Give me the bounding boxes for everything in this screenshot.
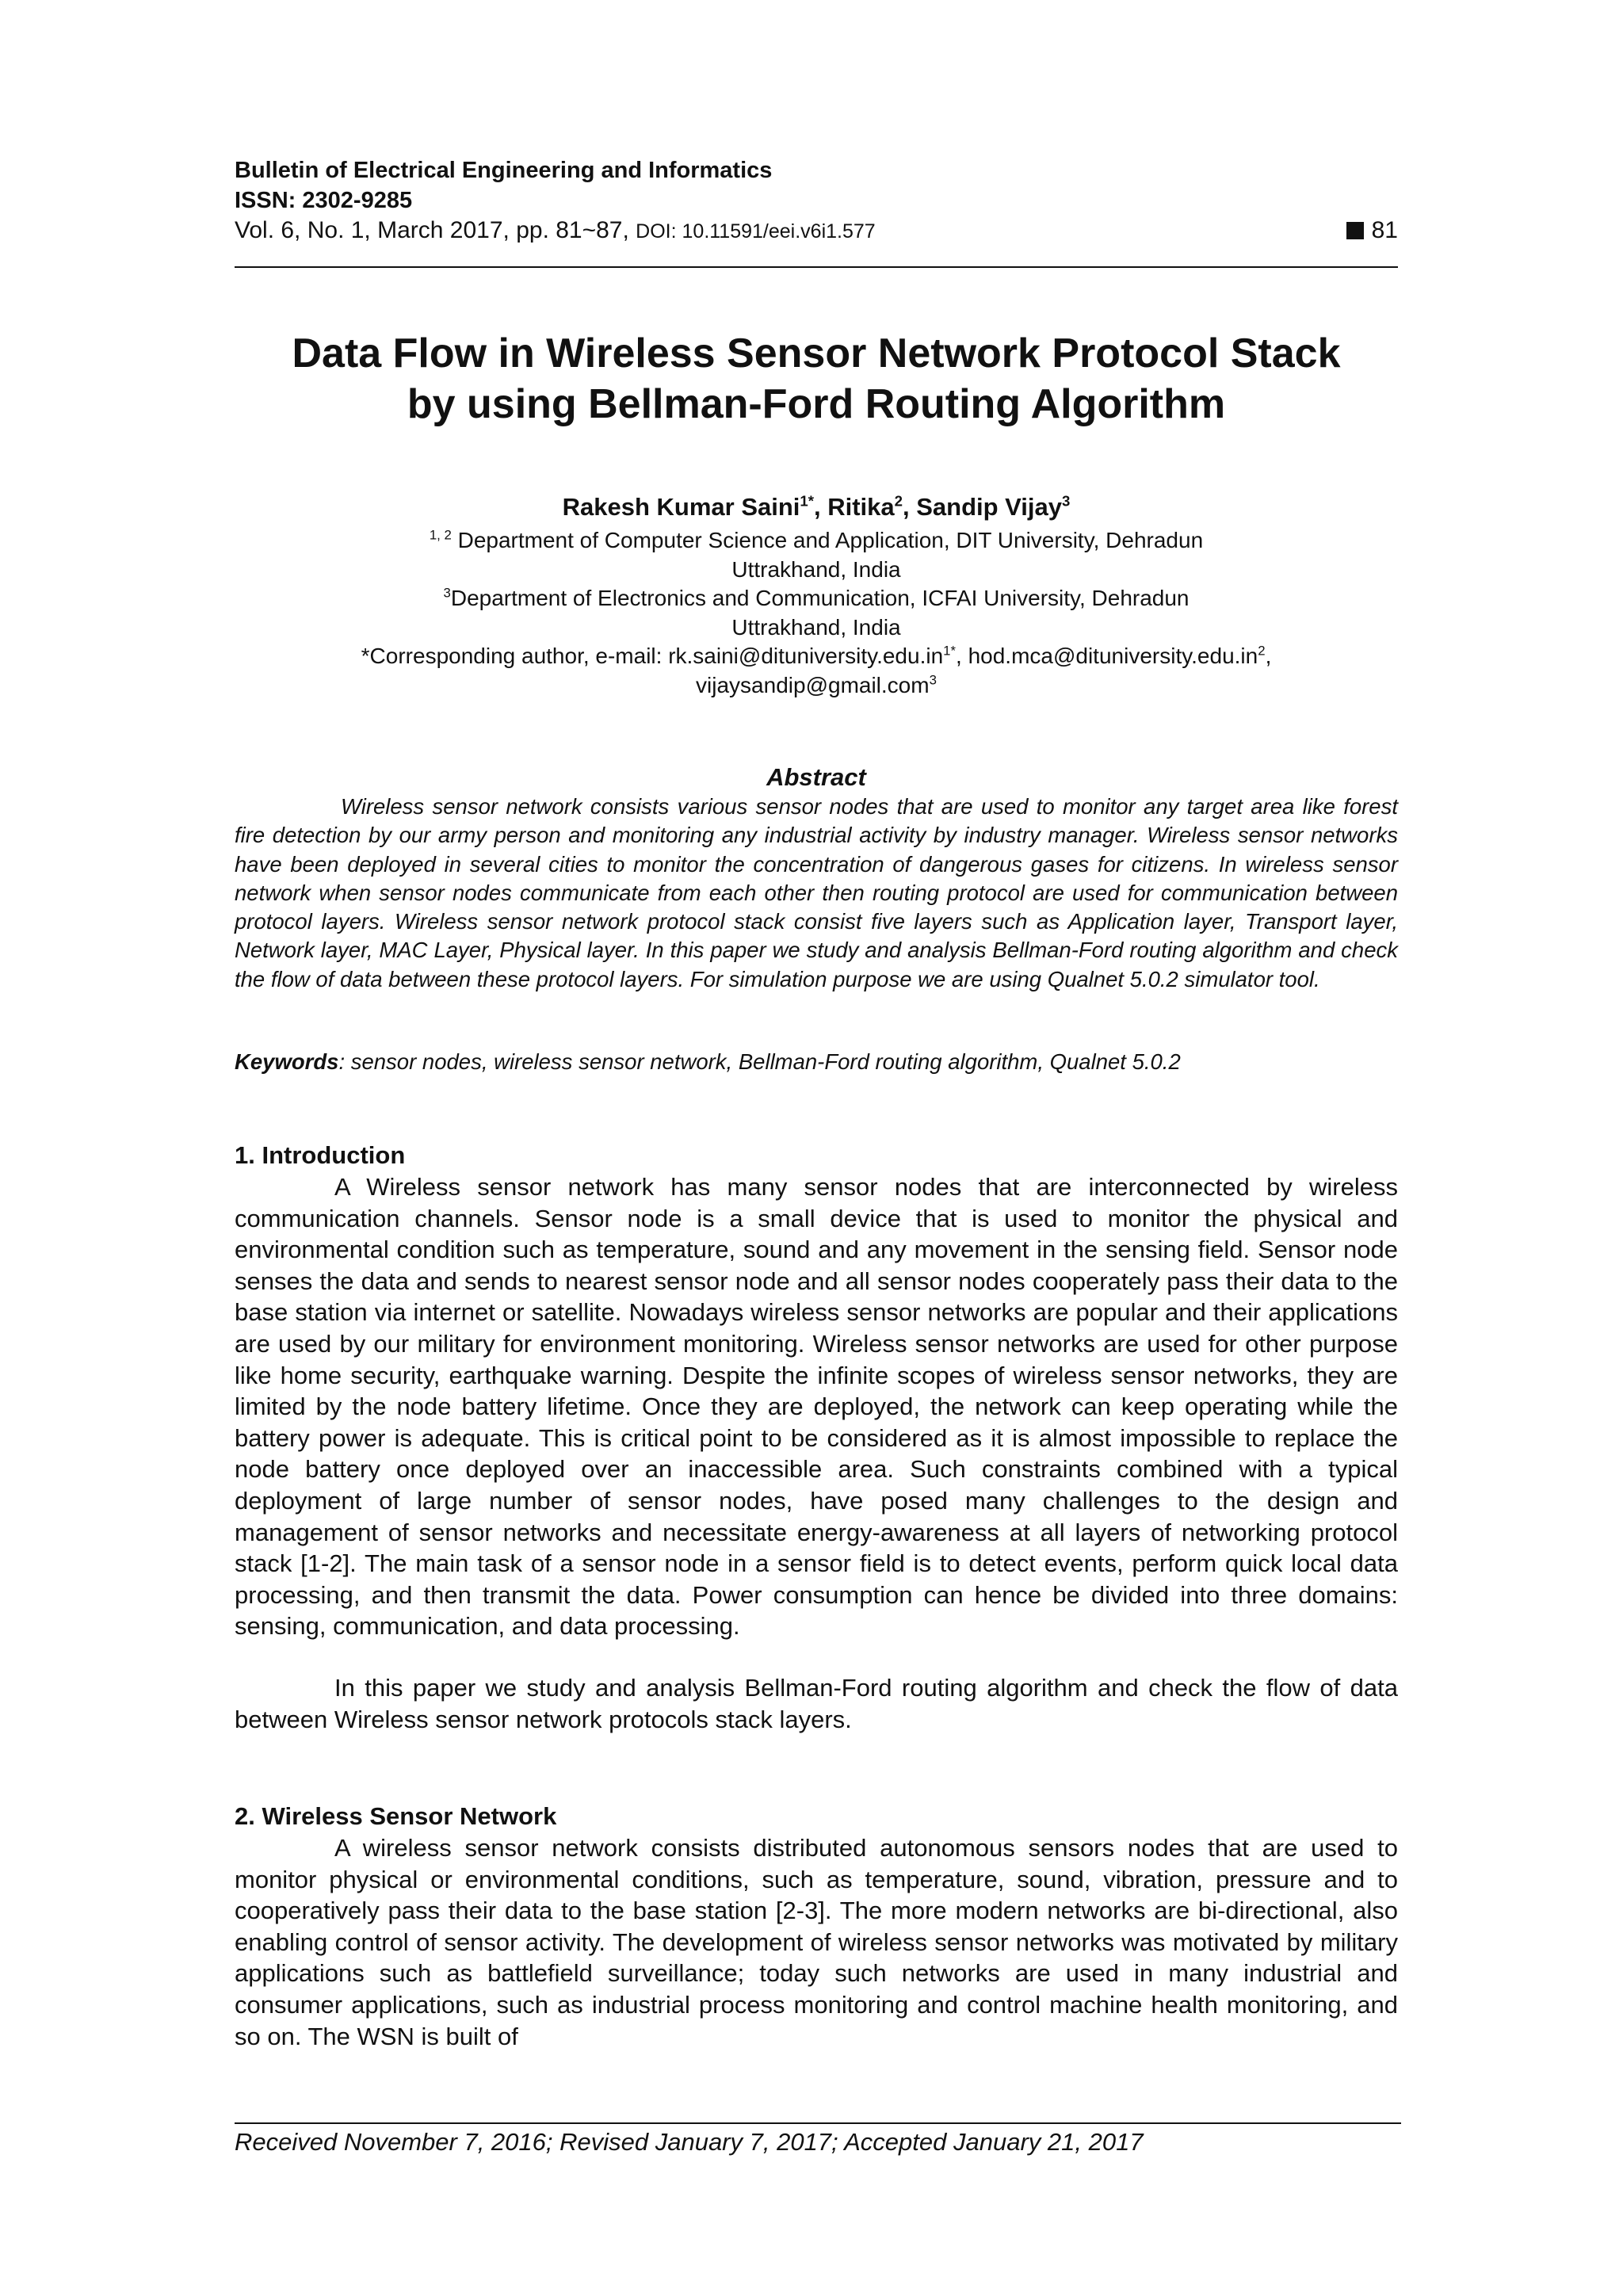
paper-title xyxy=(235,328,1398,430)
corresponding-author-cont xyxy=(235,671,1398,701)
body-paragraph: A wireless sensor network consists distributed autonomous sensors nodes that are used to monitor physical or environmental conditions, such as temperature, sound, vibration, pressure and to cooperatively pass their data to the base station [2-3]. The more modern networks are bi-directional, also enabling control of sensor activity. The development of wireless sensor networks was motivated by military applications such as battlefield surveillance; today such networks are used in many industrial and consumer applications, such as industrial process monitoring and control machine health monitoring, and so on. The WSN is built of xyxy=(235,1834,1398,2050)
page-marker xyxy=(1346,216,1398,246)
email-link[interactable]: rk.saini@dituniversity.edu.in xyxy=(668,644,944,668)
footer-rule xyxy=(235,2122,1401,2124)
email-sup: 1* xyxy=(943,643,957,659)
affiliation-1-location: Uttrakhand, India xyxy=(731,556,901,582)
body-paragraph: In this paper we study and analysis Bellman-Ford routing algorithm and check the flow of data between Wireless sensor network protocols stack layers. xyxy=(235,1674,1398,1733)
author-sup: 3 xyxy=(1062,492,1071,510)
keywords-text: : sensor nodes, wireless sensor network, Bellman-Ford routing algorithm, Qualnet 5.0.2 xyxy=(338,1049,1181,1074)
author-name: Rakesh Kumar Saini xyxy=(562,493,800,521)
title-line-1: Data Flow in Wireless Sensor Network Protocol Stack xyxy=(292,330,1341,376)
author-list xyxy=(235,491,1398,523)
corresponding-label: *Corresponding author, e-mail: xyxy=(361,644,669,668)
affiliation-1 xyxy=(235,526,1398,556)
page-number: 81 xyxy=(1371,217,1398,243)
email-link[interactable]: , hod.mca@dituniversity.edu.in xyxy=(956,644,1258,668)
section-heading: 2. Wireless Sensor Network xyxy=(235,1802,557,1830)
affiliations xyxy=(235,526,1398,700)
section-heading: 1. Introduction xyxy=(235,1141,406,1169)
email-sup: 3 xyxy=(929,672,937,688)
author-separator: , xyxy=(903,493,917,521)
header-rule xyxy=(235,266,1398,268)
corresponding-author xyxy=(235,642,1398,671)
affiliation-2 xyxy=(235,584,1398,613)
email-separator: , xyxy=(1265,644,1272,668)
journal-name: Bulletin of Electrical Engineering and Informatics xyxy=(235,158,773,183)
affiliation-text: Department of Computer Science and Application, DIT University, Dehradun xyxy=(451,528,1204,552)
affiliation-text: Department of Electronics and Communication, ICFAI University, Dehradun xyxy=(450,586,1190,610)
affiliation-2-location: Uttrakhand, India xyxy=(731,614,901,640)
body-paragraph: A Wireless sensor network has many sensor nodes that are interconnected by wireless communication channels. Sensor node is a small device that is used to monitor the physical and environmental condition such as temperature, sound and any movement in the sensing field. Sensor node senses the data and sends to nearest sensor node and all sensor nodes cooperately pass their data to the base station via internet or satellite. Nowadays wireless sensor networks are popular and their applications are used by our military for environment monitoring. Wireless sensor networks are used for other purpose like home security, earthquake warning. Despite the infinite scopes of wireless sensor networks, they are limited by the node battery lifetime. Once they are deployed, the network can keep operating while the battery power is adequate. This is critical point to be considered as it is almost impossible to replace the node battery once deployed over an inaccessible area. Such constraints combined with a typical deployment of large number of sensor nodes, have posed many challenges to the design and management of sensor networks and necessitate energy-awareness at all layers of networking protocol stack [1-2]. The main task of a sensor node in a sensor field is to detect events, perform quick local data processing, and then transmit the data. Power consumption can hence be divided into three domains: sensing, communication, and data processing. xyxy=(235,1173,1398,1641)
author-sup: 1* xyxy=(800,492,814,510)
author-separator: , xyxy=(814,493,828,521)
abstract-heading: Abstract xyxy=(766,763,866,791)
received-dates: Received November 7, 2016; Revised January 7, 2017; Accepted January 21, 2017 xyxy=(235,2128,1144,2156)
author-name: Sandip Vijay xyxy=(916,493,1063,521)
doi: DOI: 10.11591/eei.v6i1.577 xyxy=(636,220,876,243)
journal-header xyxy=(235,155,772,216)
title-line-2: by using Bellman-Ford Routing Algorithm xyxy=(407,381,1226,427)
journal-issn: ISSN: 2302-9285 xyxy=(235,188,413,213)
affiliation-sup: 1, 2 xyxy=(429,527,452,543)
abstract-text: Wireless sensor network consists various sensor nodes that are used to monitor any target area like forest fire detection by our army person and monitoring any industrial activity by industry manager. Wireless sensor networks have been deployed in several cities to monitor the concentration of dangerous gases for citizens. In wireless sensor network when sensor nodes communicate from each other then routing protocol are used for communication between protocol layers. Wireless sensor network protocol stack consist five layers such as Application layer, Transport layer, Network layer, MAC Layer, Physical layer. In this paper we study and analysis Bellman-Ford routing algorithm and check the flow of data between these protocol layers. For simulation purpose we are using Qualnet 5.0.2 simulator tool. xyxy=(235,794,1398,991)
keywords-label: Keywords xyxy=(235,1049,339,1074)
email-link[interactable]: vijaysandip@gmail.com xyxy=(696,672,930,697)
volume-line xyxy=(235,216,1398,246)
keywords xyxy=(235,1048,1398,1076)
author-sup: 2 xyxy=(894,492,903,510)
affiliation-sup: 3 xyxy=(443,585,451,601)
email-sup: 2 xyxy=(1258,643,1266,659)
volume-info: Vol. 6, No. 1, March 2017, pp. 81~87, xyxy=(235,217,636,243)
author-name: Ritika xyxy=(827,493,895,521)
square-bullet-icon xyxy=(1346,222,1364,239)
